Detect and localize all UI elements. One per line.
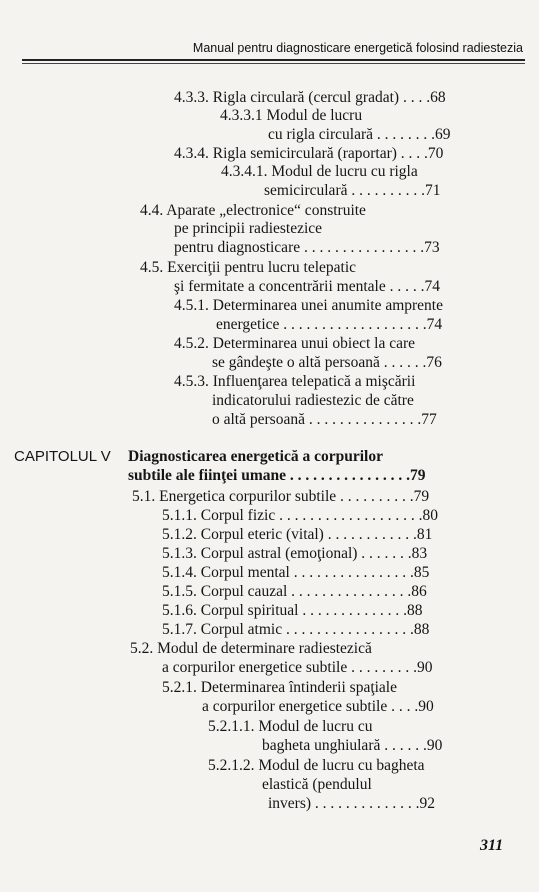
toc-entry: 5.2. Modul de determinare radiestezică — [130, 640, 372, 657]
chapter-title: Diagnosticarea energetică a corpurilor — [128, 448, 383, 465]
header-rule-thin — [22, 63, 525, 64]
toc-entry: 4.5.1. Determinarea unei anumite amprente — [174, 297, 443, 314]
page-number: 311 — [480, 837, 504, 854]
toc-entry: bagheta unghiulară . . . . . .90 — [262, 737, 443, 754]
header-rule-thick — [22, 59, 525, 61]
toc-entry: elastică (pendulul — [262, 776, 372, 793]
toc-entry: pe principii radiestezice — [174, 220, 323, 237]
toc-entry: a corpurilor energetice subtile . . . .90 — [202, 698, 434, 715]
toc-entry: 4.3.3. Rigla circulară (cercul gradat) . . . .68 — [174, 89, 446, 106]
toc-entry: 4.3.4.1. Modul de lucru cu rigla — [221, 163, 418, 180]
toc-entry: 4.5. Exerciţii pentru lucru telepatic — [140, 259, 357, 276]
toc-entry: 4.3.3.1 Modul de lucru — [220, 107, 363, 124]
toc-entry: 5.2.1.1. Modul de lucru cu — [208, 718, 373, 735]
toc-entry: 5.2.1.2. Modul de lucru cu bagheta — [208, 757, 425, 774]
toc-entry: 4.5.3. Influenţarea telepatică a mişcării — [174, 373, 416, 390]
toc-entry: şi fermitate a concentrării mentale . . . . .74 — [174, 278, 440, 295]
toc-entry: o altă persoană . . . . . . . . . . . . . . .77 — [212, 411, 437, 428]
toc-entry: 5.1.5. Corpul cauzal . . . . . . . . . . . . . . . .86 — [162, 583, 427, 600]
toc-entry: 5.1.6. Corpul spiritual . . . . . . . . . . . . . .88 — [162, 602, 423, 619]
toc-entry: 5.1.2. Corpul eteric (vital) . . . . . . . . . . . .81 — [162, 526, 433, 543]
toc-entry: 4.3.4. Rigla semicirculară (raportar) . . . .70 — [174, 145, 444, 162]
toc-entry: pentru diagnosticare . . . . . . . . . . . . . . . .73 — [174, 239, 440, 256]
toc-entry: 5.1.7. Corpul atmic . . . . . . . . . . . . . . . . .88 — [162, 621, 430, 638]
toc-entry: invers) . . . . . . . . . . . . . .92 — [268, 795, 436, 812]
toc-entry: 5.1. Energetica corpurilor subtile . . . . . . . . . .79 — [132, 488, 430, 505]
toc-entry: 5.1.3. Corpul astral (emoţional) . . . . . . .83 — [162, 545, 428, 562]
running-header: Manual pentru diagnosticare energetică folosind radiestezia — [192, 41, 523, 55]
toc-entry: 5.1.4. Corpul mental . . . . . . . . . . . . . . . .85 — [162, 564, 430, 581]
chapter-title: subtile ale fiinţei umane . . . . . . . . . . . . . . . .79 — [128, 467, 426, 484]
toc-entry: cu rigla circulară . . . . . . . .69 — [268, 126, 451, 143]
toc-entry: indicatorului radiestezic de către — [212, 392, 414, 409]
toc-entry: a corpurilor energetice subtile . . . . . . . . .90 — [162, 659, 433, 676]
toc-entry: semicirculară . . . . . . . . . .71 — [264, 182, 441, 199]
toc-entry: 5.1.1. Corpul fizic . . . . . . . . . . . . . . . . . . .80 — [162, 507, 438, 524]
chapter-label: CAPITOLUL V — [14, 448, 111, 465]
toc-entry: se gândeşte o altă persoană . . . . . .76 — [212, 354, 442, 371]
toc-entry: 4.5.2. Determinarea unui obiect la care — [174, 335, 415, 352]
toc-entry: energetice . . . . . . . . . . . . . . . . . . .74 — [216, 316, 443, 333]
toc-entry: 4.4. Aparate „electronice“ construite — [140, 202, 366, 219]
toc-entry: 5.2.1. Determinarea întinderii spaţiale — [162, 679, 397, 696]
